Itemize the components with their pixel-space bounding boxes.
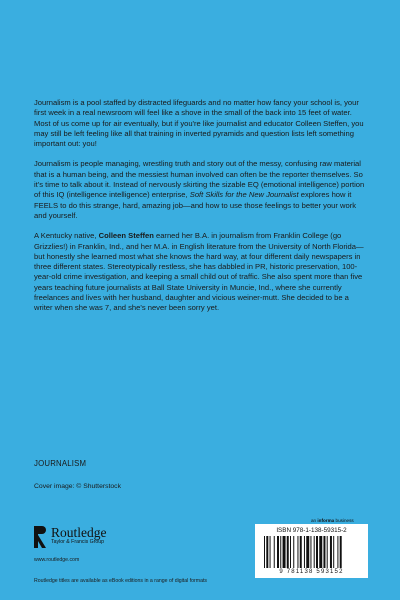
blurb-paragraph-1: Journalism is a pool staffed by distracted lifeguards and no matter how fancy your school is, your first week in a real newsroom will feel like a shove in the small of the back into 15 feet of water. Most of us come up for air eventually, but if you're like journalist and educator Colleen Steffen, you may still be left feeling like all that training in inverted pyramids and question lists left something important out: you! xyxy=(34,98,364,149)
informa-brand: informa xyxy=(317,518,335,523)
barcode-stripe xyxy=(333,536,334,568)
ebook-note: Routledge titles are available as eBook editions in a range of digital formats xyxy=(34,578,208,584)
barcode-stripe xyxy=(327,536,328,568)
informa-business-label xyxy=(311,518,354,523)
barcode-stripe xyxy=(310,536,311,568)
blurb-text: explores how it FEELS to do this strange, hard, amazing job—and how to use those feelings to better your work and yourself. xyxy=(34,190,357,220)
barcode-stripe xyxy=(297,536,298,568)
barcode-stripe xyxy=(270,536,271,568)
barcode-stripe xyxy=(293,536,294,568)
barcode-panel xyxy=(255,524,368,578)
barcode-stripe xyxy=(306,536,309,568)
barcode-stripe xyxy=(319,536,322,568)
blurb-paragraph-2 xyxy=(34,159,368,221)
routledge-logo-icon xyxy=(34,526,46,548)
barcode-stripe xyxy=(290,536,291,568)
barcode-stripe xyxy=(264,536,265,568)
publisher-name: Routledge xyxy=(51,525,107,540)
informa-prefix: an xyxy=(311,518,318,523)
barcode-stripe xyxy=(304,536,305,568)
author-name: Colleen Steffen xyxy=(98,231,154,241)
informa-suffix: business xyxy=(334,518,354,523)
barcode-stripe xyxy=(277,536,279,568)
barcode-stripe xyxy=(280,536,281,568)
cover-image-credit: Cover image: © Shutterstock xyxy=(34,483,121,490)
barcode-stripe xyxy=(300,536,302,568)
barcode-stripe xyxy=(340,536,342,568)
blurb xyxy=(34,98,368,324)
bio-text: A Kentucky native, xyxy=(34,231,99,241)
barcode-stripe xyxy=(274,536,275,568)
barcode-stripe xyxy=(316,536,318,568)
publisher-logo xyxy=(34,526,107,548)
author-bio xyxy=(34,231,368,313)
barcode-stripe xyxy=(287,536,289,568)
barcode-stripe xyxy=(323,536,325,568)
isbn-text: ISBN 978-1-138-59315-2 xyxy=(276,527,347,534)
barcode-number: 9 781138 593152 xyxy=(279,569,344,575)
barcode-stripe xyxy=(266,536,268,568)
barcode-stripe xyxy=(283,536,286,568)
bio-text: earned her B.A. in journalism from Franklin College (go Grizzlies!) in Franklin, Ind., and her M.A. in English literature from the University of North Florida—but honestly she learned most what she knows the hard way, at four different daily newspapers in three different states. Stereotypically restless, she has dabbled in PR, historic preservation, 100-year-old crime investigation, and keeping a small child out of traffic. She also spent more than five years teaching future journalists at Ball State University in Muncie, Ind., where she currently freelances and lives with her husband, daughter and vicious weiner-mutt. She decided to be a writer when she was 7, and she's never been sorry yet. xyxy=(34,231,364,313)
publisher-group: Taylor & Francis Group xyxy=(51,539,105,545)
barcode-stripe xyxy=(314,536,315,568)
blurb-text: Journalism is people managing, wrestling truth and story out of the messy, confusing raw material that is a human being, and the messiest human involved can often be the reporter themselves. So it's time to talk about it. Instead of nervously skirting the sizable EQ (emotional intelligence) portion of this IQ (intelligence intelligence) enterprise, xyxy=(34,159,365,200)
barcode-stripe xyxy=(330,536,332,568)
publisher-url: www.routledge.com xyxy=(34,557,80,563)
book-title: Soft Skills for the New Journalist xyxy=(189,190,299,200)
barcode-icon xyxy=(264,536,359,568)
barcode-stripe xyxy=(337,536,338,568)
subject-category: JOURNALISM xyxy=(34,459,87,468)
